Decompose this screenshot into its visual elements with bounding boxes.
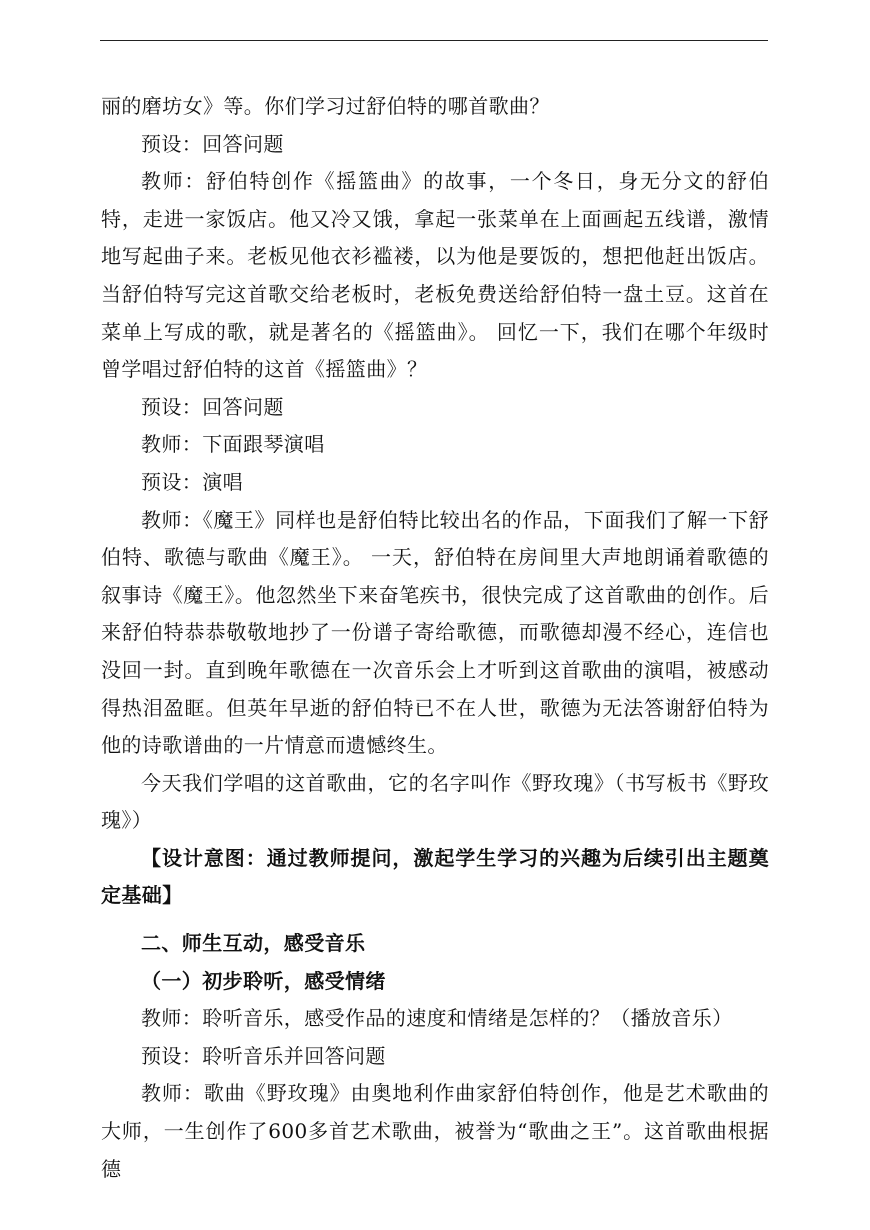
document-body [101, 88, 769, 1188]
subsection-heading: （一）初步聆听，感受情绪 [141, 968, 386, 993]
paragraph: 丽的磨坊女》等。你们学习过舒伯特的哪首歌曲？ [101, 94, 550, 118]
paragraph: 教师：舒伯特创作《摇篮曲》的故事，一个冬日，身无分文的舒伯特，走进一家饭店。他又冷又饿，拿起一张菜单在上面画起五线谱，激情地写起曲子来。老板见他衣衫褴褛，以为他是要饭的，想把他赶出饭店。当舒伯特写完这首歌交给老板时，老板免费送给舒伯特一盘土豆。这首在菜单上写成的歌，就是著名的《摇篮曲》。 回忆一下，我们在哪个年级时曾学唱过舒伯特的这首《摇篮曲》？ [101, 169, 769, 382]
paragraph: 预设：聆听音乐并回答问题 [141, 1043, 386, 1068]
spacer [101, 915, 769, 925]
paragraph: 教师：《魔王》同样也是舒伯特比较出名的作品，下面我们了解一下舒伯特、歌德与歌曲《魔王》。 一天，舒伯特在房间里大声地朗诵着歌德的叙事诗《魔王》。他忽然坐下来奋笔疾书，很快完成了这首歌曲的创作。后来舒伯特恭恭敬敬地抄了一份谱子寄给歌德，而歌德却漫不经心，连信也没回一封。直到晚年歌德在一次音乐会上才听到这首歌曲的演唱，被感动得热泪盈眶。但英年早逝的舒伯特已不在人世，歌德为无法答谢舒伯特为他的诗歌谱曲的一片情意而遗憾终生。 [101, 507, 769, 758]
paragraph: 预设：演唱 [141, 469, 243, 494]
design-intent-note: 【设计意图：通过教师提问，激起学生学习的兴趣为后续引出主题奠定基础】 [101, 845, 769, 908]
section-heading: 二、师生互动，感受音乐 [141, 931, 366, 956]
paragraph: 今天我们学唱的这首歌曲，它的名字叫作《野玫瑰》（书写板书《野玫瑰》） [101, 770, 769, 833]
paragraph: 教师：下面跟琴演唱 [141, 432, 325, 457]
paragraph: 教师：歌曲《野玫瑰》由奥地利作曲家舒伯特创作，他是艺术歌曲的大师，一生创作了600多首艺术歌曲，被誉为“歌曲之王”。这首歌曲根据德 [101, 1081, 769, 1181]
paragraph: 预设：回答问题 [141, 394, 284, 419]
header-rule [100, 40, 768, 41]
paragraph: 教师：聆听音乐，感受作品的速度和情绪是怎样的？（播放音乐） [141, 1006, 733, 1031]
paragraph: 预设：回答问题 [141, 131, 284, 156]
